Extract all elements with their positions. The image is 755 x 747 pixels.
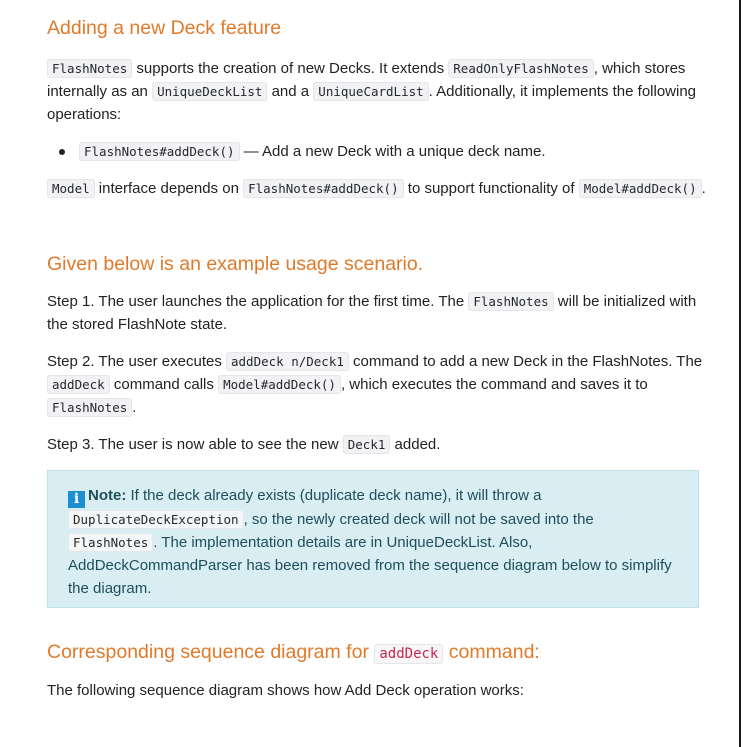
note-box: i Note: If the deck already exists (duplicate deck name), it will throw a DuplicateDeckException , so the newly created deck will not be saved into the FlashNotes . The implementation details are in UniqueDeckList. Also, AddDeckCommandParser has been removed from the sequence diagram below to simplify the diagram.	[47, 470, 699, 608]
diagram-intro-paragraph: The following sequence diagram shows how Add Deck operation works:	[47, 682, 524, 699]
inline-code: addDeck	[374, 644, 443, 664]
inline-code: Deck1	[343, 435, 391, 454]
inline-code: addDeck n/Deck1	[226, 352, 349, 371]
model-paragraph: Model interface depends on FlashNotes#addDeck() to support functionality of Model#addDeck() .	[47, 177, 707, 200]
operations-list	[47, 140, 546, 163]
inline-code: FlashNotes	[468, 292, 553, 311]
info-icon: i	[68, 491, 85, 508]
inline-code: FlashNotes	[47, 398, 132, 417]
scrollbar-edge[interactable]	[739, 0, 755, 747]
inline-code: Model	[47, 179, 95, 198]
diagram-heading: Corresponding sequence diagram for addDeck command:	[47, 641, 540, 663]
inline-code: UniqueDeckList	[152, 82, 267, 101]
list-item: FlashNotes#addDeck() — Add a new Deck with a unique deck name.	[47, 140, 546, 163]
bullet-icon	[59, 149, 65, 155]
step-3-paragraph: Step 3. The user is now able to see the new Deck1 added.	[47, 436, 441, 453]
inline-code: Model#addDeck()	[218, 375, 341, 394]
inline-code: FlashNotes#addDeck()	[79, 142, 240, 161]
scenario-heading: Given below is an example usage scenario.	[47, 253, 424, 275]
step-1-paragraph: Step 1. The user launches the application for the first time. The FlashNotes will be initialized with the stored FlashNote state.	[47, 293, 697, 333]
inline-code: FlashNotes#addDeck()	[243, 179, 404, 198]
inline-code: DuplicateDeckException	[68, 510, 244, 529]
step-2-paragraph: Step 2. The user executes addDeck n/Deck1 command to add a new Deck in the FlashNotes. The addDeck command calls Model#addDeck() , which executes the command and saves it to FlashNotes .	[47, 353, 703, 416]
inline-code: UniqueCardList	[313, 82, 428, 101]
inline-code: FlashNotes	[47, 59, 132, 78]
inline-code: FlashNotes	[68, 533, 153, 552]
intro-paragraph: FlashNotes supports the creation of new Decks. It extends ReadOnlyFlashNotes , which stores internally as an UniqueDeckList and a UniqueCardList . Additionally, it implements the following operations:	[47, 60, 697, 123]
feature-heading: Adding a new Deck feature	[47, 17, 282, 39]
inline-code: Model#addDeck()	[579, 179, 702, 198]
inline-code: ReadOnlyFlashNotes	[448, 59, 593, 78]
inline-code: addDeck	[47, 375, 110, 394]
note-title: Note:	[88, 487, 127, 504]
